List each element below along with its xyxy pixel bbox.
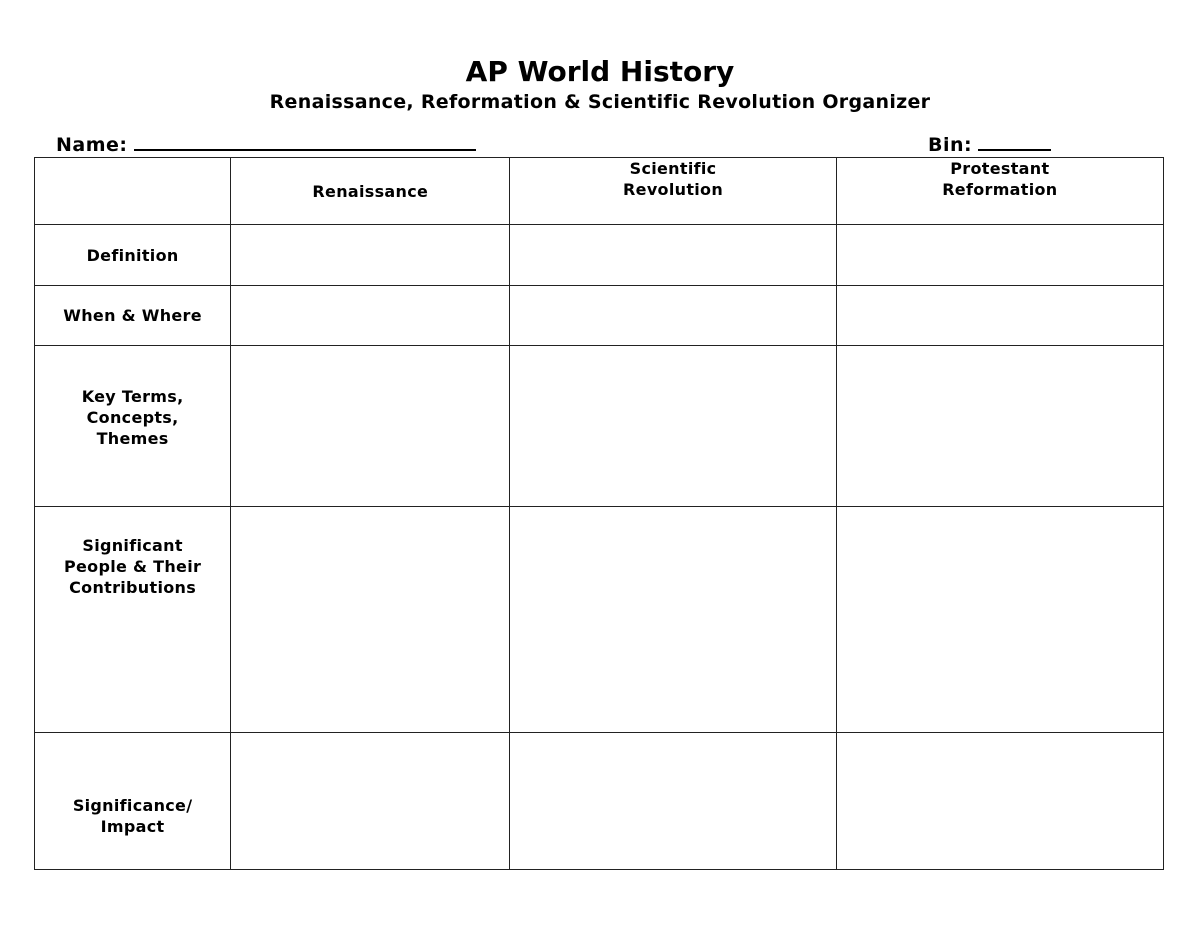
row-label-line: Significant <box>82 536 183 555</box>
name-field <box>56 133 476 157</box>
column-header-scientific-revolution <box>510 158 836 225</box>
answer-cell[interactable] <box>836 346 1163 507</box>
answer-cell[interactable] <box>836 225 1163 286</box>
bin-field <box>928 133 1051 157</box>
answer-cell[interactable] <box>510 507 836 733</box>
table-row-key-terms <box>35 346 1164 507</box>
table-row-definition <box>35 225 1164 286</box>
answer-cell[interactable] <box>231 225 510 286</box>
corner-cell <box>35 158 231 225</box>
answer-cell[interactable] <box>231 733 510 870</box>
table-row-significance-impact <box>35 733 1164 870</box>
name-label: Name: <box>56 134 128 156</box>
page-subtitle: Renaissance, Reformation & Scientific Revolution Organizer <box>269 91 931 113</box>
row-label-line: Impact <box>100 817 165 836</box>
row-label-when-where: When & Where <box>35 286 231 346</box>
table-row-significant-people <box>35 507 1164 733</box>
answer-cell[interactable] <box>231 286 510 346</box>
bin-blank-line[interactable] <box>978 133 1051 151</box>
table-row-when-where <box>35 286 1164 346</box>
header-row <box>35 158 1164 225</box>
row-label-key-terms <box>35 346 231 507</box>
answer-cell[interactable] <box>510 286 836 346</box>
answer-cell[interactable] <box>510 733 836 870</box>
column-header-line: Reformation <box>942 180 1058 199</box>
page-title: AP World History <box>465 55 735 88</box>
row-label-line: Key Terms, <box>81 387 184 406</box>
answer-cell[interactable] <box>510 346 836 507</box>
column-header-line: Revolution <box>623 180 724 199</box>
answer-cell[interactable] <box>231 346 510 507</box>
bin-label: Bin: <box>928 134 973 156</box>
answer-cell[interactable] <box>836 733 1163 870</box>
row-label-line: Themes <box>96 429 169 448</box>
row-label-line: People & Their <box>63 557 202 576</box>
row-label-definition: Definition <box>35 225 231 286</box>
row-label-significance-impact <box>35 733 231 870</box>
row-label-line: Significance/ <box>72 796 193 815</box>
organizer-table <box>34 157 1164 870</box>
row-label-line: Contributions <box>69 578 197 597</box>
answer-cell[interactable] <box>836 507 1163 733</box>
column-header-renaissance: Renaissance <box>231 158 510 225</box>
answer-cell[interactable] <box>231 507 510 733</box>
column-header-line: Protestant <box>950 159 1050 178</box>
column-header-protestant-reformation <box>836 158 1163 225</box>
row-label-line: Concepts, <box>86 408 179 427</box>
column-header-line: Scientific <box>629 159 717 178</box>
answer-cell[interactable] <box>836 286 1163 346</box>
answer-cell[interactable] <box>510 225 836 286</box>
name-blank-line[interactable] <box>134 133 476 151</box>
row-label-significant-people <box>35 507 231 733</box>
